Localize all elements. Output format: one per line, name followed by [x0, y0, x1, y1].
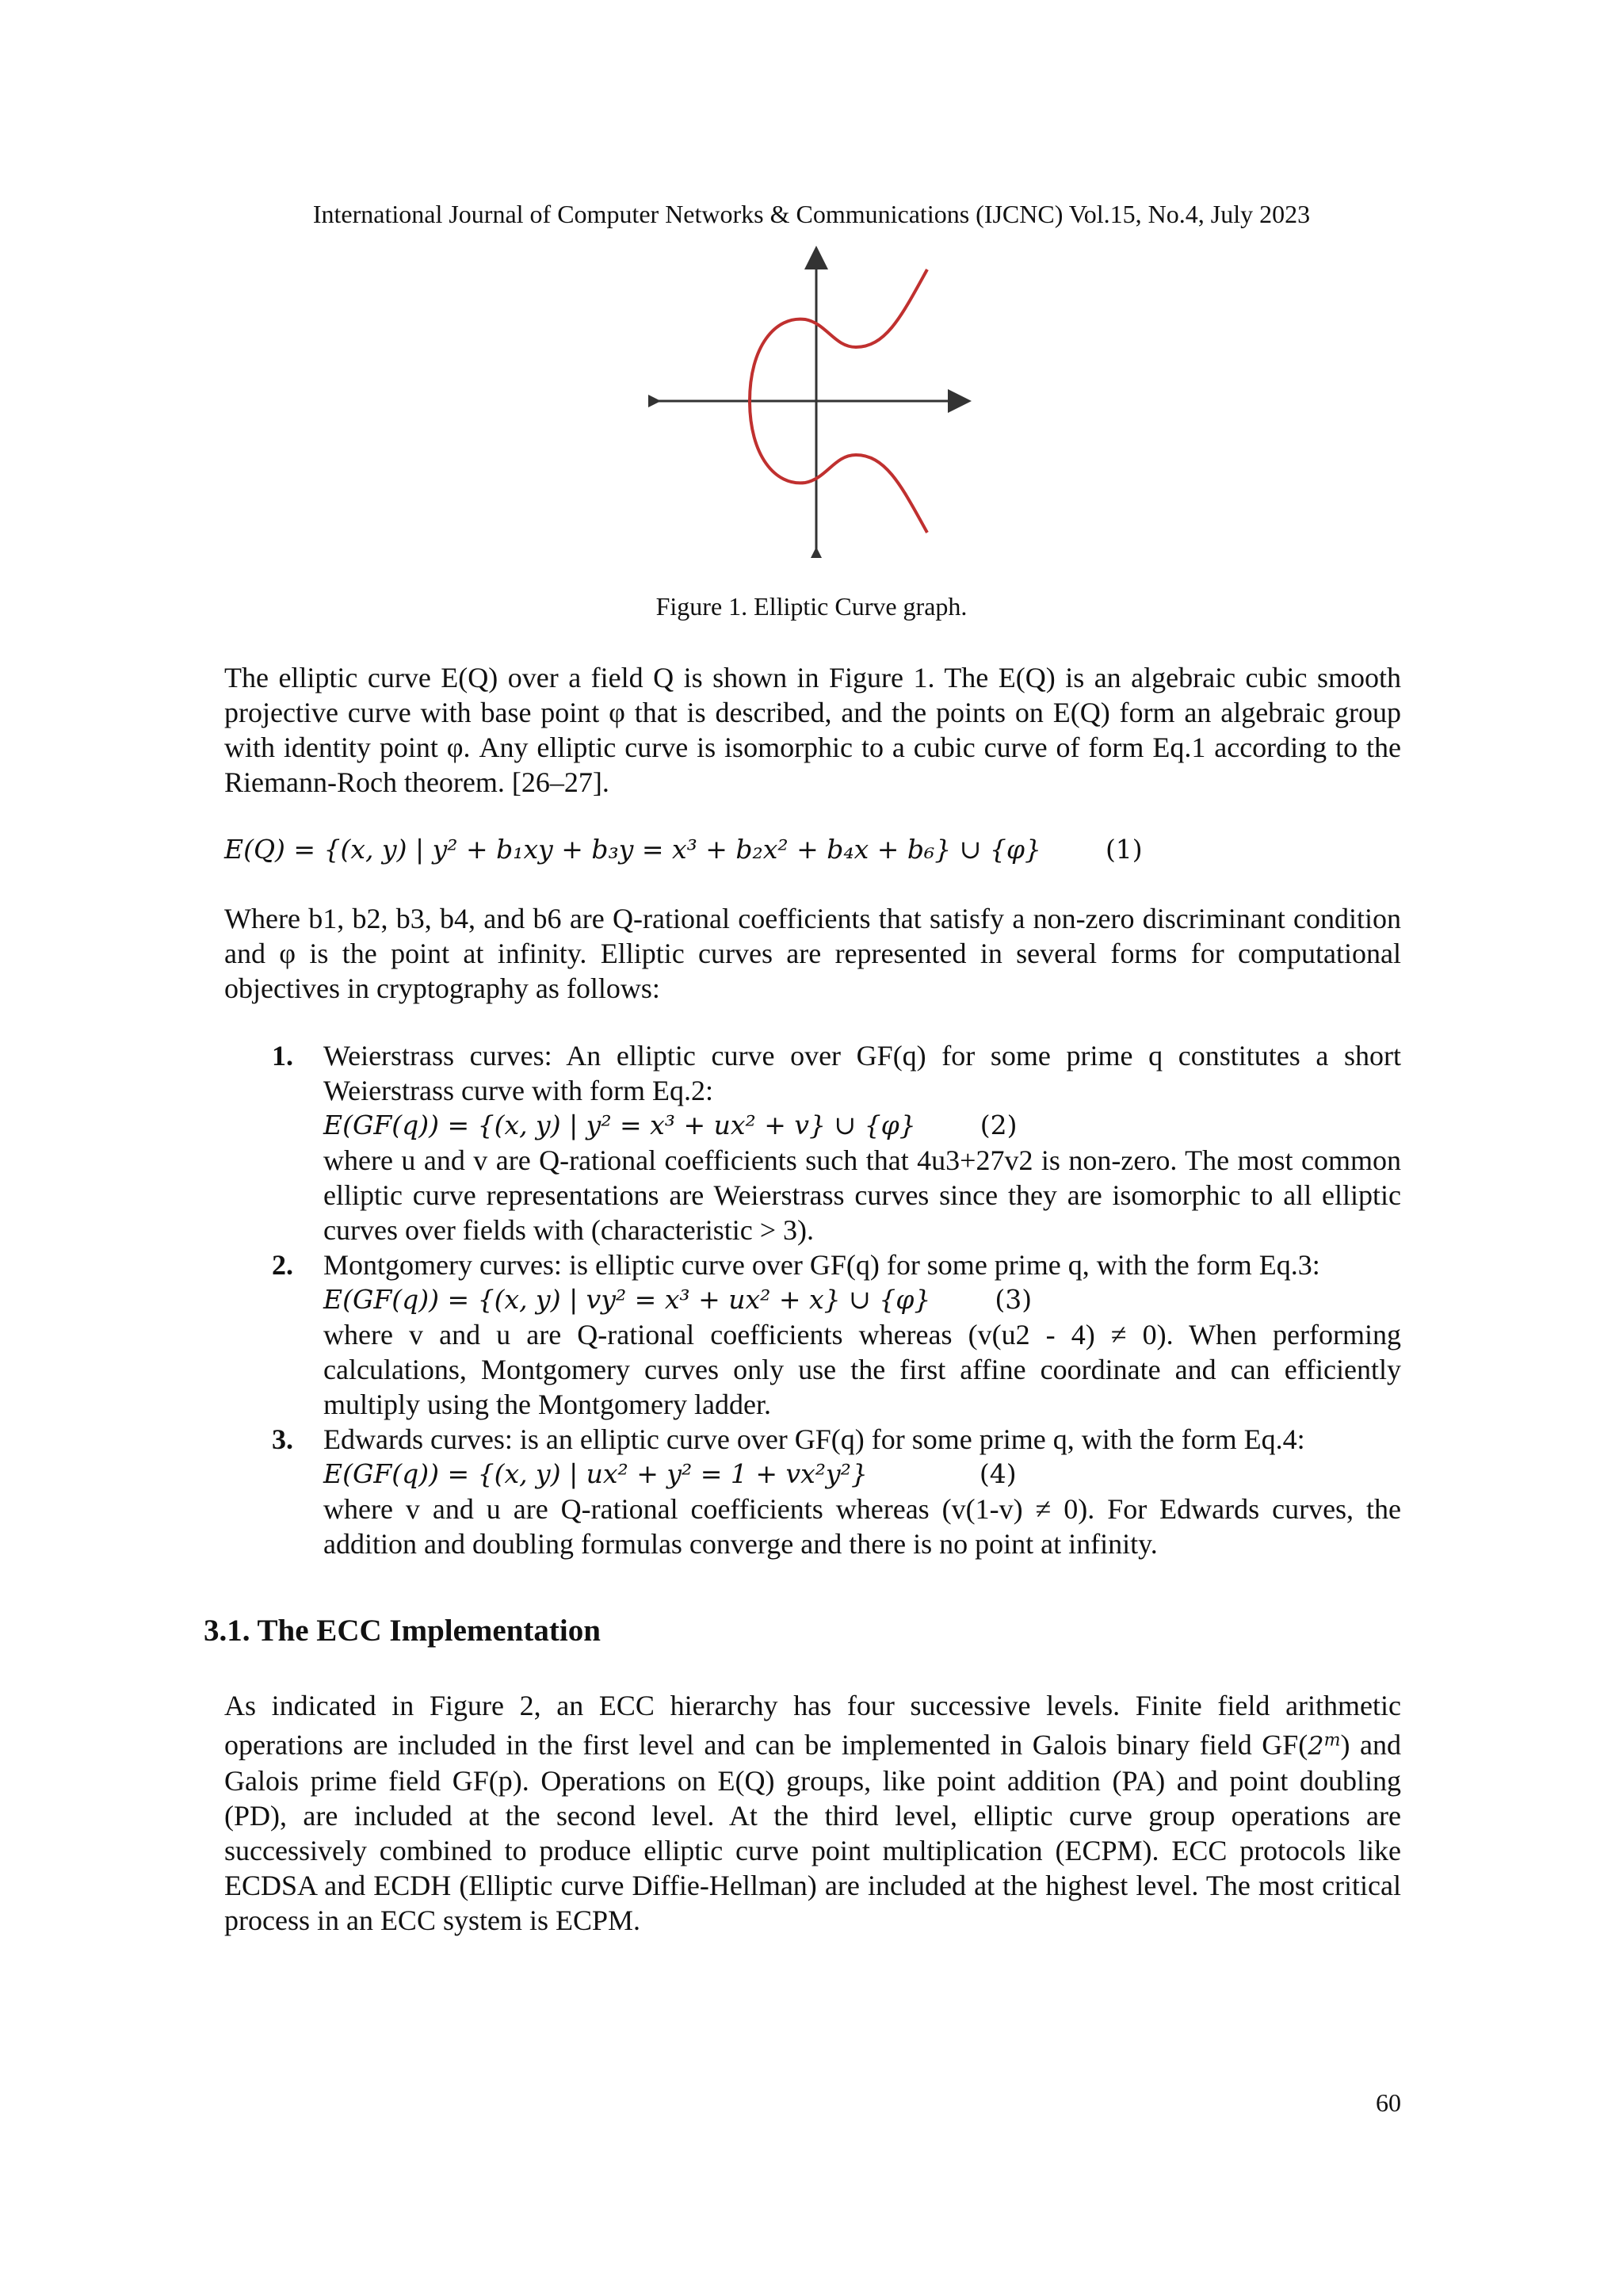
figure-caption: Figure 1. Elliptic Curve graph. [655, 592, 968, 621]
field-notation [1308, 1731, 1340, 1761]
field-base: 2 [1308, 1730, 1324, 1761]
equation-1 [224, 832, 1143, 867]
section-heading: 3.1. The ECC Implementation [204, 1614, 601, 1648]
paragraph-ecc-implementation [224, 1688, 1401, 1938]
equation-2-text: E(GF(q)) = {(x, y) | y² = x³ + ux² + v} ∪ {φ} [323, 1110, 916, 1140]
page-number: 60 [1376, 2088, 1401, 2117]
journal-header: International Journal of Computer Networks & Communications (IJCNC) Vol.15, No.4, July 2023 [312, 200, 1311, 228]
paragraph-part-2: ) and Galois prime field GF(p). Operations on E(Q) groups, like point addition (PA) and point doubling (PD), are included at the second level. At the third level, elliptic curve group operations are successively combined to produce elliptic curve point multiplication (ECPM). ECC protocols like ECDSA and ECDH (Elliptic curve Diffie-Hellman) are included at the highest level. The most critical process in an ECC system is ECPM. [224, 1729, 1401, 1936]
equation-3-number: (3) [995, 1284, 1033, 1315]
list-item-intro: Weierstrass curves: An elliptic curve over GF(q) for some prime q constitutes a short Weierstrass curve with form Eq.2: [323, 1040, 1401, 1106]
list-marker: 1. [272, 1040, 293, 1072]
list-item-after: where v and u are Q-rational coefficients whereas (v(1-v) ≠ 0). For Edwards curves, the addition and doubling formulas converge and there is no point at infinity. [323, 1493, 1401, 1560]
list-item-after: where u and v are Q-rational coefficients such that 4u3+27v2 is non-zero. The most common elliptic curve representations are Weierstrass curves since they are isomorphic to all elliptic curves over fields with (characteristic > 3). [323, 1144, 1401, 1246]
list-item-intro: Edwards curves: is an elliptic curve over GF(q) for some prime q, with the form Eq.4: [323, 1423, 1305, 1455]
paragraph-intro: The elliptic curve E(Q) over a field Q is shown in Figure 1. The E(Q) is an algebraic cubic smooth projective curve with base point φ that is described, and the points on E(Q) form an algebraic group with identity point φ. Any elliptic curve is isomorphic to a cubic curve of form Eq.1 according to the Riemann-Roch theorem. [26–27]. [224, 662, 1401, 798]
equation-2-number: (2) [980, 1110, 1018, 1140]
equation-3 [323, 1282, 1401, 1317]
list-item-intro: Montgomery curves: is elliptic curve over GF(q) for some prime q, with the form Eq.3: [323, 1249, 1320, 1281]
field-exponent: m [1323, 1730, 1341, 1750]
equation-4-number: (4) [979, 1458, 1017, 1489]
equation-4-text: E(GF(q)) = {(x, y) | ux² + y² = 1 + vx²y²} [323, 1458, 868, 1489]
paragraph-coefficients: Where b1, b2, b3, b4, and b6 are Q-rational coefficients that satisfy a non-zero discriminant condition and φ is the point at infinity. Elliptic curves are represented in several forms for computational objectives in cryptography as follows: [224, 903, 1401, 1004]
equation-4 [323, 1457, 1401, 1492]
list-marker: 2. [272, 1249, 293, 1281]
equation-3-text: E(GF(q)) = {(x, y) | vy² = x³ + ux² + x} ∪ {φ} [323, 1284, 931, 1315]
list-item [224, 1422, 1401, 1561]
elliptic-curve-figure [648, 244, 975, 558]
equation-2 [323, 1108, 1401, 1143]
paragraph-part-1: As indicated in Figure 2, an ECC hierarchy has four successive levels. Finite field arithmetic operations are included in the first level and can be implemented in Galois binary field GF( [224, 1690, 1401, 1761]
equation-1-text: E(Q) = {(x, y) | y² + b₁xy + b₃y = x³ + b₂x² + b₄x + b₆} ∪ {φ} [224, 834, 1041, 865]
list-item-after: where v and u are Q-rational coefficients whereas (v(u2 - 4) ≠ 0). When performing calculations, Montgomery curves only use the first affine coordinate and can efficiently multiply using the Montgomery ladder. [323, 1319, 1401, 1420]
list-item [224, 1247, 1401, 1422]
list-item [224, 1038, 1401, 1247]
list-marker: 3. [272, 1423, 293, 1455]
equation-1-number: (1) [1105, 834, 1143, 865]
curve-forms-list [224, 1038, 1401, 1561]
